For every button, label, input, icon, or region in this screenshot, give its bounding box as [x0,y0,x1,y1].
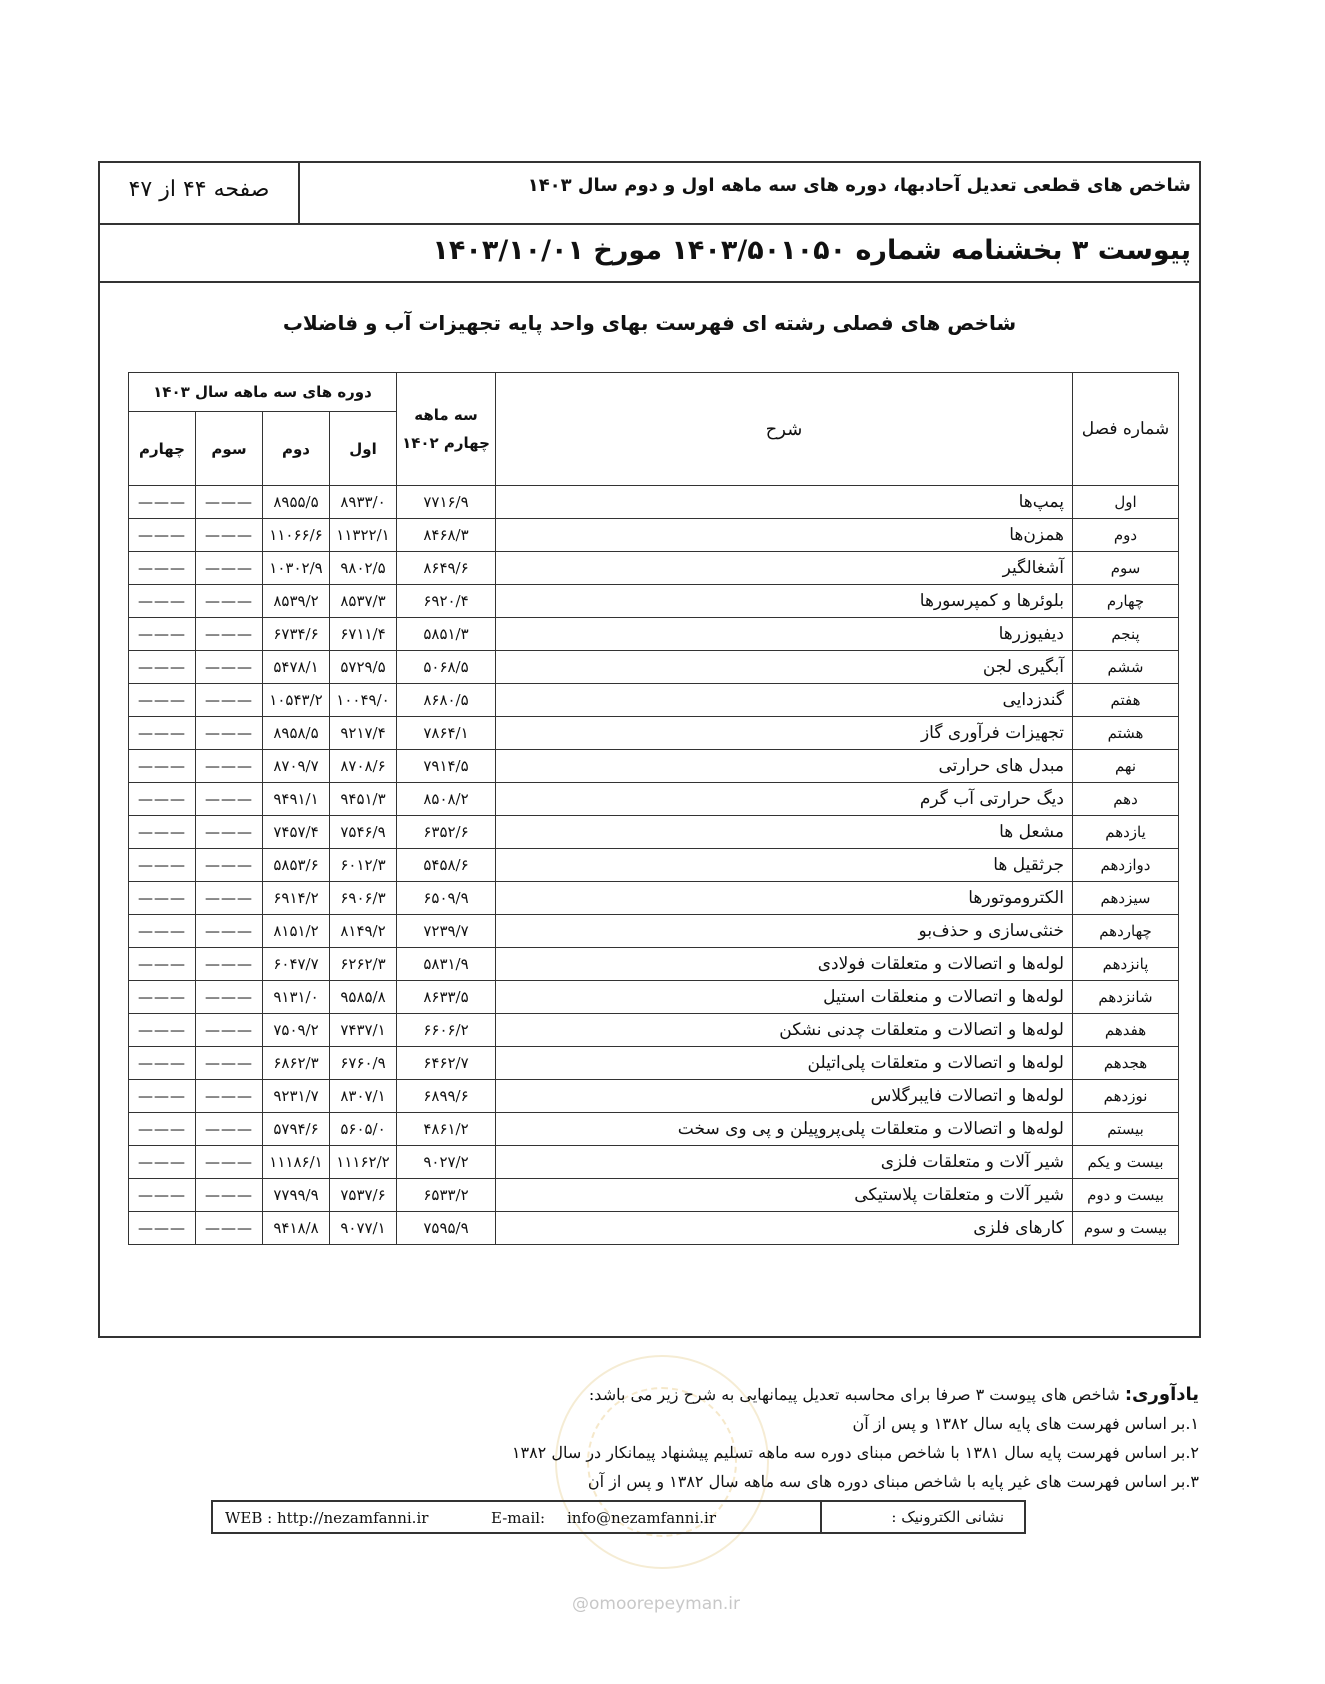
q1-index-cell: ۶۲۶۲/۳ [330,948,397,981]
q1-index-cell: ۸۷۰۸/۶ [330,750,397,783]
chapter-cell: اول [1073,486,1179,519]
q3-index-cell: ——— [196,585,263,618]
description-cell: شیر آلات و متعلقات پلاستیکی [496,1179,1073,1212]
base-index-cell: ۵۴۵۸/۶ [397,849,496,882]
q1-index-cell: ۶۰۱۲/۳ [330,849,397,882]
chapter-cell: ششم [1073,651,1179,684]
col-periods-group-header: دوره های سه ماهه سال ۱۴۰۳ [129,373,397,412]
description-cell: جرثقیل ها [496,849,1073,882]
q3-index-cell: ——— [196,684,263,717]
chapter-cell: بیست و سوم [1073,1212,1179,1245]
table-row [129,519,1179,552]
description-cell: دیگ حرارتی آب گرم [496,783,1073,816]
table-row [129,783,1179,816]
chapter-cell: هفدهم [1073,1014,1179,1047]
description-cell: پمپ‌ها [496,486,1073,519]
base-index-cell: ۵۸۳۱/۹ [397,948,496,981]
base-index-cell: ۸۶۴۹/۶ [397,552,496,585]
q2-index-cell: ۶۷۳۴/۶ [263,618,330,651]
chapter-cell: بیست و دوم [1073,1179,1179,1212]
description-cell: لوله‌ها و اتصالات و منعلقات استیل [496,981,1073,1014]
reminder-item: ۲.بر اساس فهرست پایه سال ۱۳۸۱ با شاخص مبنای دوره سه ماهه تسلیم پیشنهاد پیمانکار در سال ۱۳۸۲ [511,1443,1199,1462]
chapter-cell: هفتم [1073,684,1179,717]
q4-index-cell: ——— [129,486,196,519]
q1-index-cell: ۱۱۳۲۲/۱ [330,519,397,552]
q3-index-cell: ——— [196,618,263,651]
base-index-cell: ۵۰۶۸/۵ [397,651,496,684]
base-index-cell: ۷۸۶۴/۱ [397,717,496,750]
q1-index-cell: ۸۵۳۷/۳ [330,585,397,618]
chapter-cell: پانزدهم [1073,948,1179,981]
base-index-cell: ۶۴۶۲/۷ [397,1047,496,1080]
reminder-intro: شاخص های پیوست ۳ صرفا برای محاسبه تعدیل پیمانهایی به شرح زیر می باشد: [588,1385,1120,1404]
q4-index-cell: ——— [129,882,196,915]
table-row [129,1080,1179,1113]
page-number-box [100,163,300,223]
q3-index-cell: ——— [196,651,263,684]
q3-index-cell: ——— [196,981,263,1014]
description-cell: کارهای فلزی [496,1212,1073,1245]
chapter-cell: شانزدهم [1073,981,1179,1014]
q1-index-cell: ۶۷۶۰/۹ [330,1047,397,1080]
q1-index-cell: ۶۷۱۱/۴ [330,618,397,651]
circular-bar [100,225,1199,283]
q2-index-cell: ۹۱۳۱/۰ [263,981,330,1014]
chapter-cell: پنجم [1073,618,1179,651]
q2-index-cell: ۶۸۶۲/۳ [263,1047,330,1080]
q1-index-cell: ۸۱۴۹/۲ [330,915,397,948]
table-row [129,849,1179,882]
base-index-cell: ۷۹۱۴/۵ [397,750,496,783]
q4-index-cell: ——— [129,717,196,750]
q2-index-cell: ۹۴۱۸/۸ [263,1212,330,1245]
table-row [129,585,1179,618]
q2-index-cell: ۱۱۱۸۶/۱ [263,1146,330,1179]
table-row [129,1113,1179,1146]
chapter-cell: بیستم [1073,1113,1179,1146]
base-index-cell: ۶۵۳۳/۲ [397,1179,496,1212]
email-label: E-mail: [491,1509,546,1527]
chapter-cell: نوزدهم [1073,1080,1179,1113]
q2-index-cell: ۸۵۳۹/۲ [263,585,330,618]
q1-index-cell: ۸۳۰۷/۱ [330,1080,397,1113]
q3-index-cell: ——— [196,519,263,552]
description-cell: آبگیری لجن [496,651,1073,684]
q3-index-cell: ——— [196,1047,263,1080]
q4-index-cell: ——— [129,618,196,651]
table-row [129,1212,1179,1245]
q2-index-cell: ۹۴۹۱/۱ [263,783,330,816]
description-cell: بلوئرها و کمپرسورها [496,585,1073,618]
circular-title: پیوست ۳ بخشنامه شماره ۱۴۰۳/۵۰۱۰۵۰ مورخ ۱۴۰۳/۱۰/۰۱ [432,235,1191,266]
chapter-cell: سیزدهم [1073,882,1179,915]
watermark-text: @omoorepeyman.ir [572,1594,741,1614]
document-title: شاخص های قطعی تعدیل آحادبها، دوره های سه ماهه اول و دوم سال ۱۴۰۳ [527,175,1191,196]
contact-label: نشانی الکترونیک : [820,1502,1024,1532]
q4-index-cell: ——— [129,684,196,717]
q3-index-cell: ——— [196,849,263,882]
page-number: صفحه ۴۴ از ۴۷ [128,177,270,202]
q2-index-cell: ۱۱۰۶۶/۶ [263,519,330,552]
description-cell: الکتروموتورها [496,882,1073,915]
q3-index-cell: ——— [196,552,263,585]
q3-index-cell: ——— [196,915,263,948]
header-bar [100,163,1199,225]
q1-index-cell: ۹۴۵۱/۳ [330,783,397,816]
base-index-cell: ۸۴۶۸/۳ [397,519,496,552]
table-title: شاخص های فصلی رشته ای فهرست بهای واحد پایه تجهیزات آب و فاضلاب [282,311,1017,335]
chapter-cell: یازدهم [1073,816,1179,849]
chapter-cell: بیست و یکم [1073,1146,1179,1179]
q3-index-cell: ——— [196,783,263,816]
description-cell: دیفیوزرها [496,618,1073,651]
q2-index-cell: ۷۴۵۷/۴ [263,816,330,849]
q4-index-cell: ——— [129,519,196,552]
col-q2-header: دوم [263,412,330,486]
q1-index-cell: ۸۹۳۳/۰ [330,486,397,519]
chapter-cell: چهاردهم [1073,915,1179,948]
base-index-cell: ۶۳۵۲/۶ [397,816,496,849]
q2-index-cell: ۵۷۹۴/۶ [263,1113,330,1146]
q2-index-cell: ۸۷۰۹/۷ [263,750,330,783]
q4-index-cell: ——— [129,1212,196,1245]
q2-index-cell: ۸۱۵۱/۲ [263,915,330,948]
q3-index-cell: ——— [196,1080,263,1113]
q2-index-cell: ۱۰۵۴۳/۲ [263,684,330,717]
reminder-item: ۳.بر اساس فهرست های غیر پایه با شاخص مبنای دوره های سه ماهه سال ۱۳۸۲ و پس از آن [587,1472,1199,1491]
chapter-cell: چهارم [1073,585,1179,618]
description-cell: گندزدایی [496,684,1073,717]
q2-index-cell: ۸۹۵۵/۵ [263,486,330,519]
base-index-cell: ۴۸۶۱/۲ [397,1113,496,1146]
q4-index-cell: ——— [129,1179,196,1212]
table-row [129,1179,1179,1212]
q4-index-cell: ——— [129,849,196,882]
q3-index-cell: ——— [196,1179,263,1212]
q2-index-cell: ۹۲۳۱/۷ [263,1080,330,1113]
q1-index-cell: ۹۵۸۵/۸ [330,981,397,1014]
q1-index-cell: ۹۰۷۷/۱ [330,1212,397,1245]
q3-index-cell: ——— [196,750,263,783]
q2-index-cell: ۷۵۰۹/۲ [263,1014,330,1047]
base-index-cell: ۷۲۳۹/۷ [397,915,496,948]
col-chapter-header: شماره فصل [1073,373,1179,486]
table-row [129,981,1179,1014]
q2-index-cell: ۶۹۱۴/۲ [263,882,330,915]
reminder-item: ۱.بر اساس فهرست های پایه سال ۱۳۸۲ و پس از آن [852,1414,1199,1433]
table-row [129,1047,1179,1080]
chapter-cell: هجدهم [1073,1047,1179,1080]
table-row [129,915,1179,948]
q3-index-cell: ——— [196,486,263,519]
q4-index-cell: ——— [129,816,196,849]
q4-index-cell: ——— [129,1113,196,1146]
base-index-cell: ۷۷۱۶/۹ [397,486,496,519]
q4-index-cell: ——— [129,783,196,816]
q3-index-cell: ——— [196,1212,263,1245]
q4-index-cell: ——— [129,651,196,684]
description-cell: لوله‌ها و اتصالات فایبرگلاس [496,1080,1073,1113]
q3-index-cell: ——— [196,1014,263,1047]
description-cell: لوله‌ها و اتصالات و متعلقات فولادی [496,948,1073,981]
chapter-cell: دوازدهم [1073,849,1179,882]
table-row [129,948,1179,981]
index-table [128,372,1179,1245]
description-cell: مشعل ها [496,816,1073,849]
q4-index-cell: ——— [129,1146,196,1179]
q4-index-cell: ——— [129,1047,196,1080]
document-frame [98,161,1201,1338]
q1-index-cell: ۷۵۴۶/۹ [330,816,397,849]
col-q1-header: اول [330,412,397,486]
description-cell: شیر آلات و متعلقات فلزی [496,1146,1073,1179]
table-row [129,486,1179,519]
web-link[interactable]: WEB : http://nezamfanni.ir [225,1509,429,1527]
col-desc-header: شرح [496,373,1073,486]
col-q4-header: چهارم [129,412,196,486]
chapter-cell: نهم [1073,750,1179,783]
q1-index-cell: ۶۹۰۶/۳ [330,882,397,915]
chapter-cell: هشتم [1073,717,1179,750]
q1-index-cell: ۱۰۰۴۹/۰ [330,684,397,717]
q4-index-cell: ——— [129,585,196,618]
reminder-note [512,1380,1199,1496]
q2-index-cell: ۱۰۳۰۲/۹ [263,552,330,585]
base-index-cell: ۶۶۰۶/۲ [397,1014,496,1047]
q1-index-cell: ۵۶۰۵/۰ [330,1113,397,1146]
description-cell: لوله‌ها و اتصالات و متعلقات پلی‌پروپیلن و پی وی سخت [496,1113,1073,1146]
chapter-cell: دهم [1073,783,1179,816]
table-row [129,1146,1179,1179]
q4-index-cell: ——— [129,915,196,948]
q3-index-cell: ——— [196,717,263,750]
q3-index-cell: ——— [196,882,263,915]
q2-index-cell: ۶۰۴۷/۷ [263,948,330,981]
base-index-cell: ۶۵۰۹/۹ [397,882,496,915]
contact-box [211,1500,1026,1534]
description-cell: تجهیزات فرآوری گاز [496,717,1073,750]
q4-index-cell: ——— [129,1080,196,1113]
table-row [129,684,1179,717]
q2-index-cell: ۷۷۹۹/۹ [263,1179,330,1212]
table-row [129,717,1179,750]
q2-index-cell: ۸۹۵۸/۵ [263,717,330,750]
q1-index-cell: ۹۸۰۲/۵ [330,552,397,585]
q2-index-cell: ۵۸۵۳/۶ [263,849,330,882]
chapter-cell: سوم [1073,552,1179,585]
q1-index-cell: ۹۲۱۷/۴ [330,717,397,750]
chapter-cell: دوم [1073,519,1179,552]
base-index-cell: ۹۰۲۷/۲ [397,1146,496,1179]
q4-index-cell: ——— [129,552,196,585]
table-row [129,1014,1179,1047]
q3-index-cell: ——— [196,948,263,981]
description-cell: لوله‌ها و اتصالات و متعلقات پلی‌اتیلن [496,1047,1073,1080]
description-cell: همزن‌ها [496,519,1073,552]
q4-index-cell: ——— [129,1014,196,1047]
description-cell: آشغالگیر [496,552,1073,585]
description-cell: لوله‌ها و اتصالات و متعلقات چدنی نشکن [496,1014,1073,1047]
base-index-cell: ۷۵۹۵/۹ [397,1212,496,1245]
base-index-cell: ۸۶۸۰/۵ [397,684,496,717]
base-index-cell: ۸۶۳۳/۵ [397,981,496,1014]
q1-index-cell: ۱۱۱۶۲/۲ [330,1146,397,1179]
base-index-cell: ۸۵۰۸/۲ [397,783,496,816]
table-row [129,816,1179,849]
q3-index-cell: ——— [196,1146,263,1179]
table-row [129,750,1179,783]
base-index-cell: ۶۹۲۰/۴ [397,585,496,618]
col-q3-header: سوم [196,412,263,486]
q3-index-cell: ——— [196,1113,263,1146]
description-cell: خنثی‌سازی و حذف‌بو [496,915,1073,948]
q1-index-cell: ۷۵۳۷/۶ [330,1179,397,1212]
q2-index-cell: ۵۴۷۸/۱ [263,651,330,684]
q4-index-cell: ——— [129,981,196,1014]
q4-index-cell: ——— [129,948,196,981]
base-index-cell: ۶۸۹۹/۶ [397,1080,496,1113]
q3-index-cell: ——— [196,816,263,849]
q4-index-cell: ——— [129,750,196,783]
table-row [129,651,1179,684]
description-cell: مبدل های حرارتی [496,750,1073,783]
q1-index-cell: ۵۷۲۹/۵ [330,651,397,684]
q1-index-cell: ۷۴۳۷/۱ [330,1014,397,1047]
base-index-cell: ۵۸۵۱/۳ [397,618,496,651]
table-row [129,882,1179,915]
table-row [129,618,1179,651]
reminder-label: یادآوری: [1124,1384,1199,1405]
table-body [129,486,1179,1245]
email-link[interactable]: info@nezamfanni.ir [567,1509,716,1527]
col-base-header: سه ماهه چهارم ۱۴۰۲ [397,373,496,486]
table-row [129,552,1179,585]
